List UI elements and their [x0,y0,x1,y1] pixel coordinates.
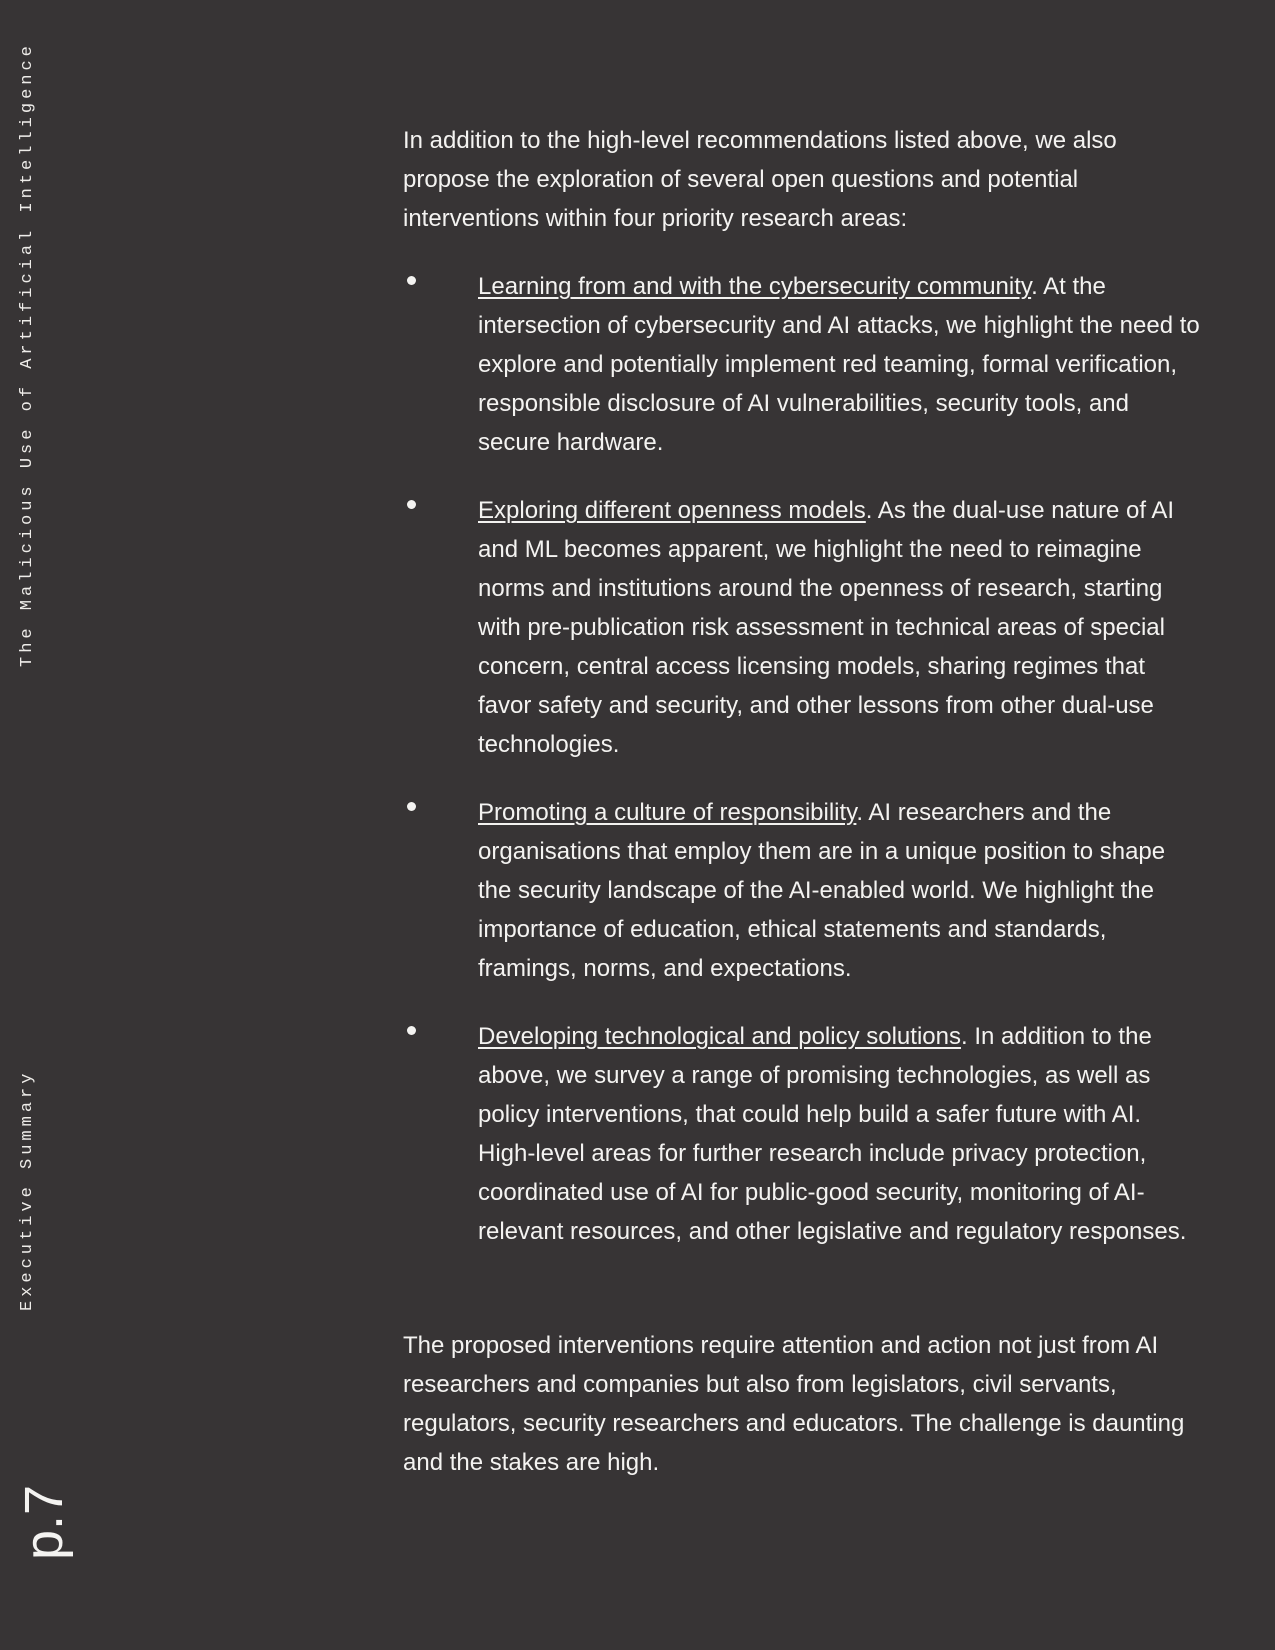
list-item-text: . As the dual-use nature of AI and ML becomes apparent, we highlight the need to reimagine norms and institutions around the openness of research, starting with pre-publication risk assessment in technical areas of special concern, central access licensing models, sharing regimes that favor safety and security, and other lessons from other dual-use technologies. [478,497,1174,758]
research-areas-list [403,267,1203,1251]
culture-of-responsibility-link[interactable]: Promoting a culture of responsibility [478,799,857,826]
bullet-icon [407,802,416,811]
list-item [403,267,1203,462]
list-item [403,1017,1203,1251]
list-item [403,491,1203,764]
list-item-text: . AI researchers and the organisations that employ them are in a unique position to shape the security landscape of the AI-enabled world. We highlight the importance of education, ethical statements and standards, framings, norms, and expectations. [478,799,1166,982]
list-item-text: . In addition to the above, we survey a range of promising technologies, as well as policy interventions, that could help build a safer future with AI. High-level areas for further research include privacy protection, coordinated use of AI for public-good security, monitoring of AI-relevant resources, and other legislative and regulatory responses. [478,1023,1187,1245]
bullet-icon [407,500,416,509]
document-title: The Malicious Use of Artificial Intelligence [18,42,37,667]
cybersecurity-community-link[interactable]: Learning from and with the cybersecurity community [478,273,1032,300]
section-title: Executive Summary [18,1069,37,1311]
page-number: p.7 [14,1484,74,1560]
main-content [403,121,1203,1482]
list-item [403,793,1203,988]
intro-paragraph: In addition to the high-level recommendations listed above, we also propose the exploration of several open questions and potential interventions within four priority research areas: [403,127,1117,232]
openness-models-link[interactable]: Exploring different openness models [478,497,866,524]
bullet-icon [407,276,416,285]
technological-policy-solutions-link[interactable]: Developing technological and policy solutions [478,1023,961,1050]
closing-paragraph: The proposed interventions require attention and action not just from AI researchers and companies but also from legislators, civil servants, regulators, security researchers and educators. The challenge is daunting and the stakes are high. [403,1332,1185,1476]
bullet-icon [407,1026,416,1035]
list-item-text: . At the intersection of cybersecurity and AI attacks, we highlight the need to explore and potentially implement red teaming, formal verification, responsible disclosure of AI vulnerabilities, security tools, and secure hardware. [478,273,1200,456]
